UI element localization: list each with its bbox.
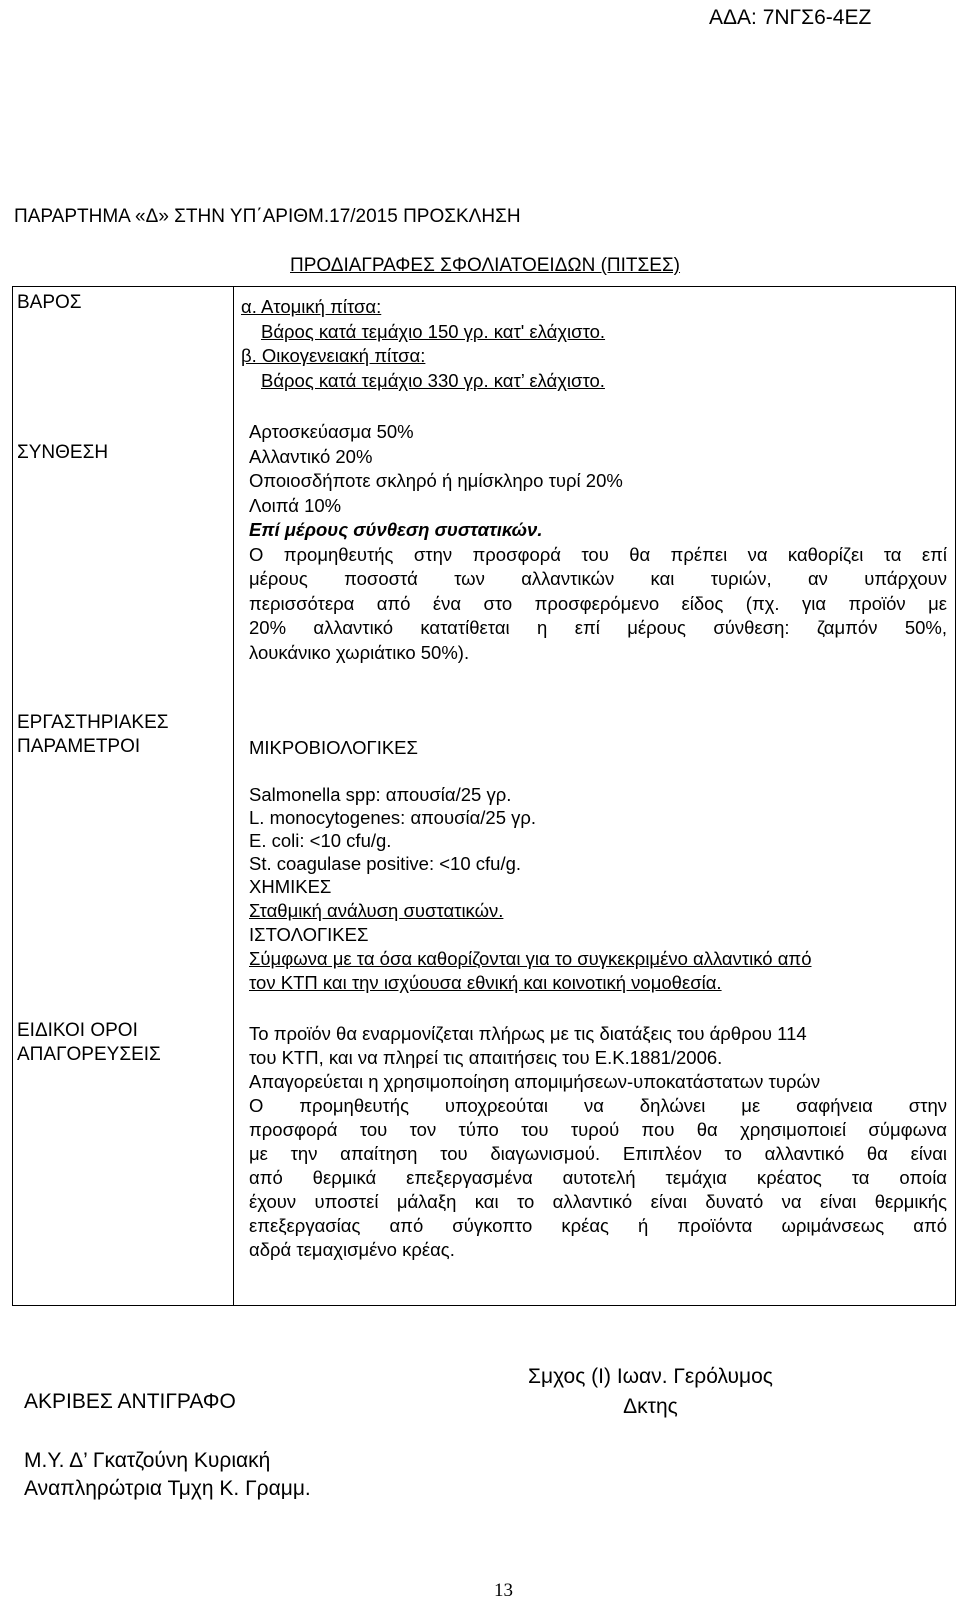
chem-line: Σταθμική ανάλυση συστατικών. — [249, 900, 504, 921]
special-paragraph-line: επεξεργασίας από σύγκοπτο κρέας ή προϊόντα ωριμάνσεως από — [249, 1215, 947, 1236]
special-paragraph-line: Ο προμηθευτής υποχρεούται να δηλώνει με σαφήνεια στην — [249, 1095, 947, 1116]
lab-label-line1: ΕΡΓΑΣΤΗΡΙΑΚΕΣ — [17, 712, 169, 733]
weight-line: β. Οικογενειακή πίτσα: — [241, 345, 426, 366]
signer-block — [528, 1362, 773, 1422]
composition-line: Οποιοσδήποτε σκληρό ή ημίσκληρο τυρί 20% — [249, 470, 623, 491]
special-terms-label — [17, 1019, 161, 1067]
lab-parameters-label — [17, 711, 169, 759]
micro-line: St. coagulase positive: <10 cfu/g. — [249, 853, 522, 874]
special-paragraph-line: από θερμικά επεξεργασμένα αυτοτελή τεμάχια κρέατος τα οποία — [249, 1167, 947, 1188]
column-divider — [233, 287, 234, 1305]
special-line: Το προϊόν θα εναρμονίζεται πλήρως με τις διατάξεις του άρθρου 114 — [249, 1023, 807, 1044]
clerk-name: Μ.Υ. Δ’ Γκατζούνη Κυριακή — [24, 1449, 271, 1472]
special-line: Απαγορεύεται η χρησιμοποίηση απομιμήσεων-υποκατάστατων τυρών — [249, 1071, 821, 1092]
composition-paragraph-line: μέρους ποσοστά των αλλαντικών και τυριών, αν υπάρχουν — [249, 568, 947, 589]
special-paragraph-line: αδρά τεμαχισμένο κρέας. — [249, 1239, 455, 1260]
composition-line: Αλλαντικό 20% — [249, 445, 373, 467]
composition-label: ΣΥΝΘΕΣΗ — [17, 442, 109, 463]
composition-paragraph-line: Ο προμηθευτής στην προσφορά του θα πρέπει να καθορίζει τα επί — [249, 543, 947, 565]
ada-code: ΑΔΑ: 7ΝΓΣ6-4ΕΖ — [709, 6, 872, 29]
lab-content — [241, 736, 947, 761]
micro-heading: ΜΙΚΡΟΒΙΟΛΟΓΙΚΕΣ — [249, 737, 418, 758]
composition-line: Λοιπά 10% — [249, 494, 342, 516]
micro-line: L. monocytogenes: απουσία/25 γρ. — [249, 807, 537, 828]
clerk-role: Αναπληρώτρια Τμχη Κ. Γραμμ. — [24, 1477, 311, 1500]
chem-heading: ΧΗΜΙΚΕΣ — [249, 876, 332, 897]
composition-line: Αρτοσκεύασμα 50% — [249, 421, 414, 442]
special-label-line2: ΑΠΑΓΟΡΕΥΣΕΙΣ — [17, 1044, 161, 1065]
special-paragraph-line: έχουν υποστεί μάλαξη και το αλλαντικό είναι δυνατό να είναι θερμικής — [249, 1191, 947, 1212]
hist-line: Σύμφωνα με τα όσα καθορίζονται για το συγκεκριμένο αλλαντικό από — [249, 948, 812, 969]
lab-label-line2: ΠΑΡΑΜΕΤΡΟΙ — [17, 736, 141, 757]
micro-line: E. coli: <10 cfu/g. — [249, 830, 392, 851]
weight-line: Βάρος κατά τεμάχιο 330 γρ. κατ’ ελάχιστο. — [261, 369, 605, 391]
special-label-line1: ΕΙΔΙΚΟΙ ΟΡΟΙ — [17, 1020, 138, 1041]
special-content — [241, 1022, 947, 1262]
special-line: του ΚΤΠ, και να πληρεί τις απαιτήσεις του Ε.Κ.1881/2006. — [249, 1047, 723, 1068]
hist-line: τον ΚΤΠ και την ισχύουσα εθνική και κοινοτική νομοθεσία. — [249, 972, 722, 993]
signer-name: Σμχος (Ι) Ιωαν. Γερόλυμος — [528, 1365, 773, 1388]
certified-copy: ΑΚΡΙΒΕΣ ΑΝΤΙΓΡΑΦΟ — [24, 1390, 236, 1413]
clerk-block — [24, 1447, 311, 1503]
weight-line: α. Ατομική πίτσα: — [241, 296, 382, 317]
specs-title: ΠΡΟΔΙΑΓΡΑΦΕΣ ΣΦΟΛΙΑΤΟΕΙΔΩΝ (ΠΙΤΣΕΣ) — [290, 255, 681, 276]
micro-line: Salmonella spp: απουσία/25 γρ. — [249, 784, 512, 805]
composition-paragraph-line: λουκάνικο χωριάτικο 50%). — [249, 641, 470, 663]
hist-heading: ΙΣΤΟΛΟΓΙΚΕΣ — [249, 924, 369, 945]
signer-role: Δκτης — [623, 1395, 678, 1418]
lab-micro-list — [241, 783, 947, 995]
specifications-table — [12, 286, 956, 1306]
composition-paragraph-line: 20% αλλαντικό κατατίθεται η επί μέρους σύνθεση: ζαμπόν 50%, — [249, 617, 947, 638]
composition-paragraph-line: περισσότερα από ένα στο προσφερόμενο είδος (πχ. για προϊόν με — [249, 592, 947, 614]
weight-line: Βάρος κατά τεμάχιο 150 γρ. κατ' ελάχιστο. — [261, 320, 606, 342]
weight-label: ΒΑΡΟΣ — [17, 292, 82, 313]
composition-content — [241, 420, 947, 665]
annex-title: ΠΑΡΑΡΤΗΜΑ «Δ» ΣΤΗΝ ΥΠ΄ΑΡΙΘΜ.17/2015 ΠΡΟΣΚΛΗΣΗ — [14, 206, 521, 227]
special-paragraph-line: προσφορά του τον τύπο του τυρού που θα χρησιμοποιεί σύμφωνα — [249, 1119, 947, 1140]
page-number: 13 — [494, 1580, 513, 1601]
weight-content — [241, 295, 947, 393]
special-paragraph-line: με την απαίτηση του διαγωνισμού. Επιπλέον το αλλαντικό θα είναι — [249, 1143, 947, 1164]
partial-composition-heading: Επί μέρους σύνθεση συστατικών. — [249, 519, 543, 540]
